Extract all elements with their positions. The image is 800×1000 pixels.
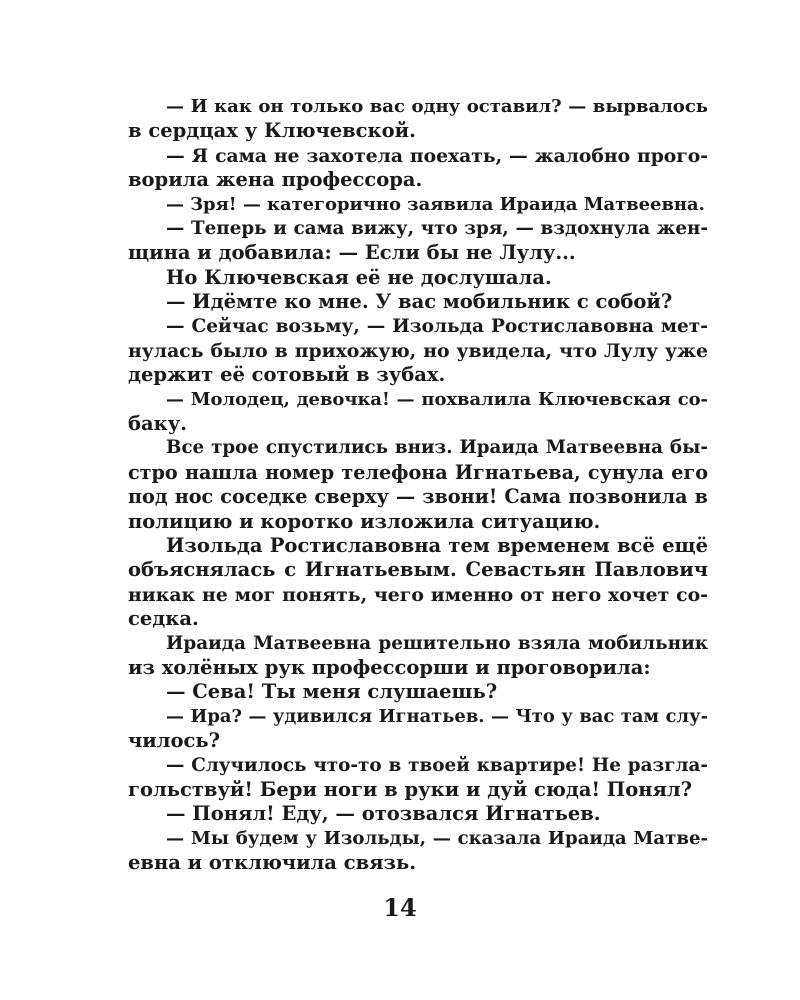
text-line: ворила жена профессора.	[128, 168, 423, 192]
text-line: — И как он только вас одну оставил? — вырвалось	[166, 96, 708, 117]
text-line: объяснялась с Игнатьевым. Севастьян Павлович	[128, 558, 708, 582]
text-line: щина и добавила: — Если бы не Лулу...	[128, 241, 576, 265]
text-line: стро нашла номер телефона Игнатьева, сунула его	[128, 460, 708, 484]
text-line: в сердцах у Ключевской.	[128, 119, 416, 143]
text-line: — Зря! — категорично заявила Ираида Матвеевна.	[166, 193, 705, 215]
text-line: полицию и коротко изложила ситуацию.	[128, 509, 601, 533]
text-line: — Сева! Ты меня слушаешь?	[166, 680, 498, 704]
text-line: — Ира? — удивился Игнатьев. — Что у вас там слу-	[166, 705, 708, 727]
text-line: Но Ключевская её не дослушала.	[166, 265, 552, 289]
text-line: — Я сама не захотела поехать, — жалобно прого-	[166, 144, 708, 167]
text-line: — Мы будем у Изольды, — сказала Ираида Матве-	[166, 827, 708, 849]
text-line: — Идёмте ко мне. У вас мобильник с собой?	[166, 290, 673, 314]
text-line: — Молодец, девочка! — похвалила Ключевская со-	[166, 388, 708, 410]
text-line: гольствуй! Бери ноги в руки и дуй сюда! Понял?	[128, 777, 693, 801]
text-line: держит её сотовый в зубах.	[128, 363, 446, 387]
text-line: — Понял! Еду, — отозвался Игнатьев.	[166, 802, 601, 826]
text-line: никак не мог понять, чего именно от него хочет со-	[128, 583, 708, 606]
text-line: нулась было в прихожую, но увидела, что Лулу уже	[128, 339, 708, 362]
page-number: 14	[383, 893, 417, 922]
text-line: седка.	[128, 607, 199, 631]
text-line: под нос соседке сверху — звони! Сама позвонила в	[128, 485, 708, 509]
text-line: Все трое спустились вниз. Ираида Матвеевна бы-	[166, 437, 708, 459]
text-line: чилось?	[128, 729, 221, 753]
text-line: баку.	[128, 412, 187, 436]
text-line: Ираида Матвеевна решительно взяла мобильник	[166, 632, 708, 654]
text-line: — Теперь и сама вижу, что зря, — вздохнула жен-	[166, 217, 708, 239]
text-line: Изольда Ростиславовна тем временем всё ещё	[166, 534, 708, 558]
book-page-text	[128, 95, 708, 876]
text-line: евна и отключила связь.	[128, 851, 417, 875]
text-line: — Сейчас возьму, — Изольда Ростиславовна мет-	[166, 315, 708, 337]
text-line: — Случилось что-то в твоей квартире! Не разгла-	[166, 754, 708, 776]
text-line: из холёных рук профессорши и проговорила:	[128, 655, 651, 679]
